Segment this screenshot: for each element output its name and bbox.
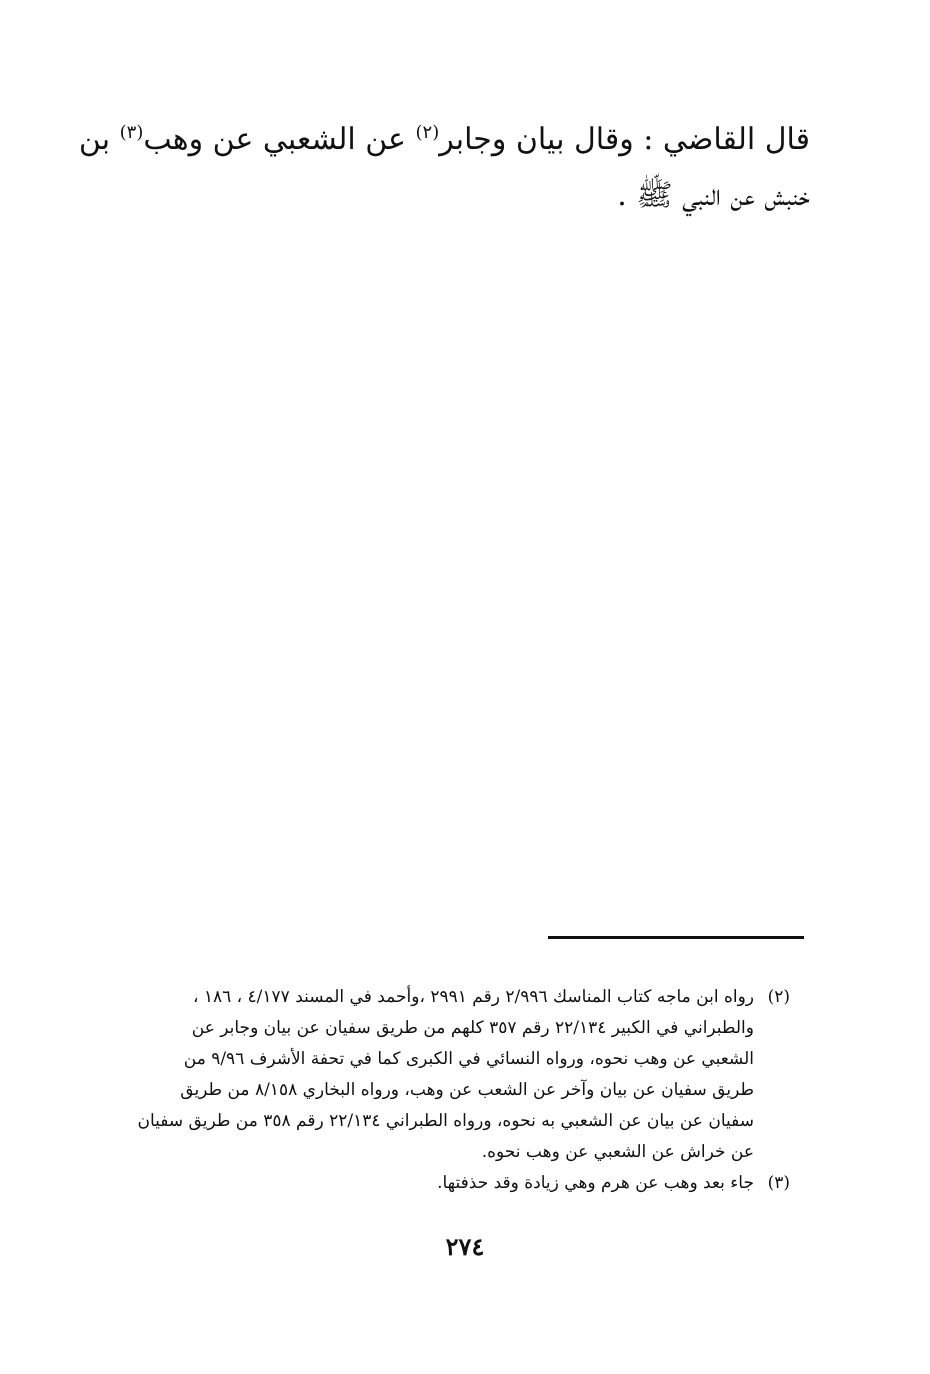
footnote-number: (٢) <box>767 987 790 1007</box>
footnote-line: جاء بعد وهب عن هرم وهي زيادة وقد حذفتها. <box>437 1173 754 1193</box>
page-number: ٢٧٤ <box>445 1232 485 1261</box>
main-text-segment: قال القاضي : وقال بيان وجابر <box>439 122 810 157</box>
main-text-segment: عن الشعبي عن وهب <box>143 122 416 157</box>
footnote-line: الشعبي عن وهب نحوه، ورواه النسائي في الكبرى كما في تحفة الأشرف ٩/٩٦ من <box>183 1049 754 1069</box>
footnote-3 <box>130 1168 790 1199</box>
footnote-ref-3: (٣) <box>119 122 144 143</box>
footnote-ref-2: (٢) <box>415 122 440 143</box>
footnote-line: والطبراني في الكبير ٢٢/١٣٤ رقم ٣٥٧ كلهم من طريق سفيان عن بيان وجابر عن <box>191 1018 754 1038</box>
footnote-line: سفيان عن بيان عن الشعبي به نحوه، ورواه الطبراني ٢٢/١٣٤ رقم ٣٥٨ من طريق سفيان <box>137 1111 754 1131</box>
footnote-line: طريق سفيان عن بيان وآخر عن الشعب عن وهب، ورواه البخاري ٨/١٥٨ من طريق <box>180 1080 754 1100</box>
footnote-line: رواه ابن ماجه كتاب المناسك ٢/٩٩٦ رقم ٢٩٩١ ،وأحمد في المسند ٤/١٧٧ ، ١٨٦ ، <box>192 987 754 1007</box>
main-text-line-2: خنبش عن النبي ﷺ . <box>617 178 810 213</box>
footnote-separator <box>548 936 804 939</box>
footnote-line: عن خراش عن الشعبي عن وهب نحوه. <box>481 1142 754 1162</box>
main-text-line-1 <box>78 112 810 168</box>
main-text <box>78 112 810 224</box>
main-text-segment: بن <box>78 122 120 157</box>
footnote-number: (٣) <box>767 1173 790 1193</box>
footnote-2 <box>130 982 790 1168</box>
footnotes <box>130 982 790 1199</box>
